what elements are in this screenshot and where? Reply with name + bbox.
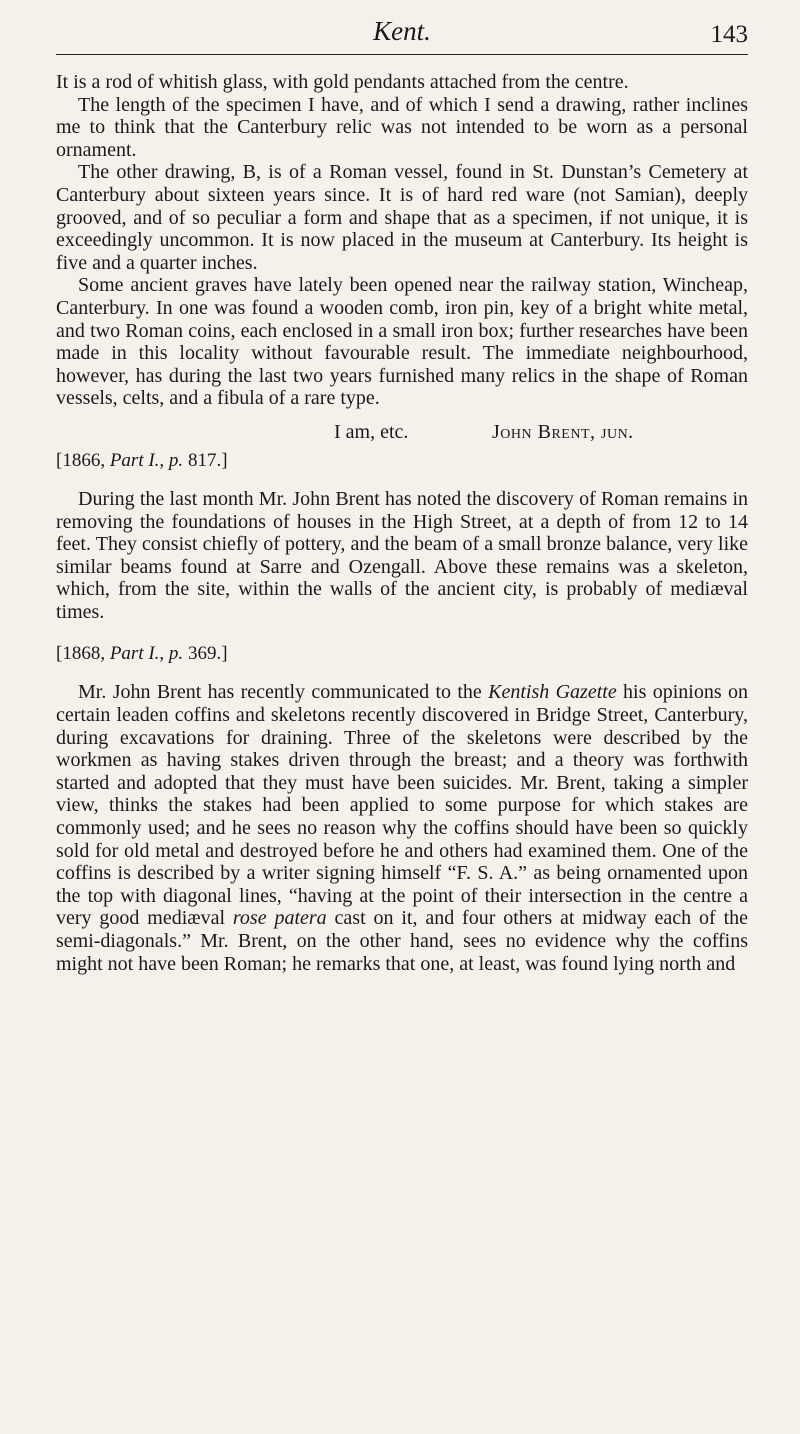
- book-page: [56, 14, 748, 975]
- text-run: cast on it, and four others at midway each of the semi-diagonals.” Mr. Brent, on the other hand, sees no evidence why the coffins might not have been Roman; he remarks that one, at least, was found lying north and: [56, 907, 748, 975]
- rose-patera-term: rose patera: [232, 907, 327, 930]
- citation-1868: [56, 643, 748, 665]
- paragraph-high-street: During the last month Mr. John Brent has noted the discovery of Roman remains in removing the foundations of houses in the High Street, at a depth of from 12 to 14 feet. They consist chiefly of pottery, and the beam of a small bronze balance, very like similar beams found at Sarre and Ozengall. Above these remains was a skeleton, which, from the site, within the walls of the ancient city, is probably of mediæval times.: [56, 487, 748, 623]
- paragraph-roman-vessel: The other drawing, B, is of a Roman vessel, found in St. Dunstan’s Cemetery at Canterbury about sixteen years since. It is of hard red ware (not Samian), deeply grooved, and of so peculiar a form and shape that as a specimen, if not unique, it is exceedingly uncommon. It is now placed in the museum at Canterbury. Its height is five and a quarter inches.: [56, 161, 748, 274]
- paragraph-glass-rod: It is a rod of whitish glass, with gold pendants attached from the centre.: [56, 71, 629, 93]
- page-body: [56, 71, 748, 975]
- running-title: Kent.: [373, 16, 431, 46]
- signature-name: John Brent, jun.: [492, 420, 634, 443]
- citation-year: [1866,: [56, 449, 110, 471]
- citation-part: Part I., p.: [109, 449, 184, 471]
- paragraph-ancient-graves: Some ancient graves have lately been opened near the railway station, Wincheap, Canterbury. In one was found a wooden comb, iron pin, key of a bright white metal, and two Roman coins, each enclosed in a small iron box; further researches have been made in this locality without favourable result. The immediate neighbourhood, however, has during the last two years furnished many relics in the shape of Roman vessels, celts, and a fibula of a rare type.: [56, 274, 748, 410]
- text-run: his opinions on certain leaden coffins and skeletons recently discovered in Bridge Street, Canterbury, during excavations for draining. Three of the skeletons were described by the workmen as having stakes driven through the breast; and a theory was forthwith started and adopted that they must have been suicides. Mr. Brent, taking a simpler view, thinks the stakes had been applied to some purpose for which stakes are commonly used; and he sees no reason why the coffins should have been so quickly sold for old metal and destroyed before he and others had examined them. One of the coffins is described by a writer signing himself “F. S. A.” as being ornamented upon the top with diagonal lines, “having at the point of their intersection in the centre a very good mediæval: [56, 681, 748, 930]
- newspaper-title: Kentish Gazette: [488, 681, 617, 704]
- paragraph-specimen-length: The length of the specimen I have, and of which I send a drawing, rather inclines me to think that the Canterbury relic was not intended to be worn as a personal ornament.: [56, 93, 748, 161]
- text-run: Mr. John Brent has recently communicated to the: [78, 681, 489, 704]
- citation-page: 369.]: [183, 643, 228, 665]
- running-head: [56, 14, 748, 55]
- page-number: 143: [710, 21, 748, 48]
- signature-line: [56, 420, 748, 444]
- citation-part: Part I., p.: [109, 643, 184, 665]
- signature-closing: I am, etc.: [334, 420, 409, 443]
- citation-year: [1868,: [56, 643, 110, 665]
- paragraph-leaden-coffins: [56, 681, 748, 975]
- citation-page: 817.]: [183, 449, 228, 471]
- citation-1866: [56, 450, 748, 472]
